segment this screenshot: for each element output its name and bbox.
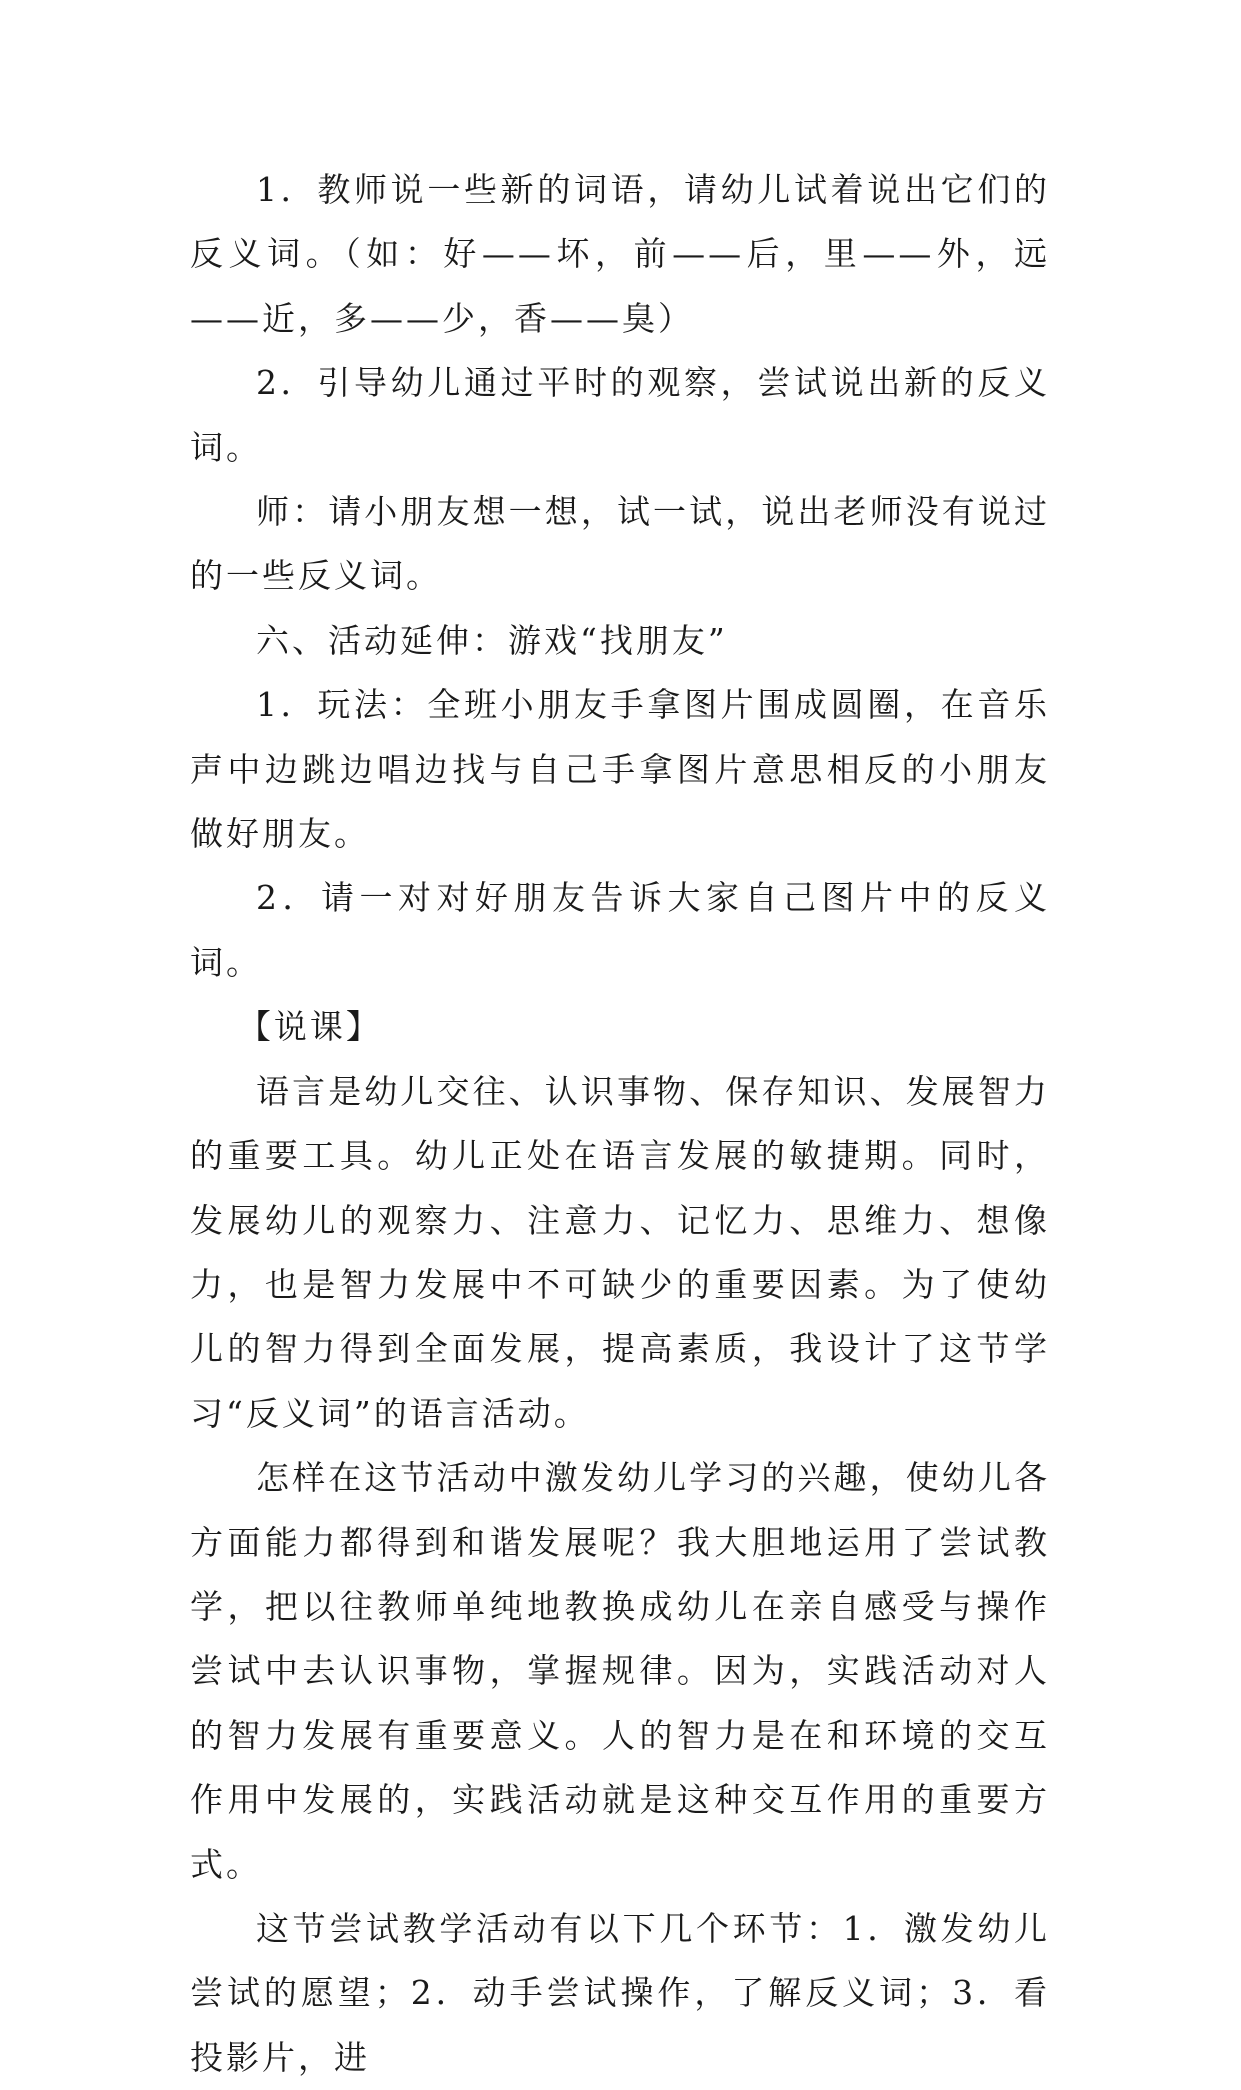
paragraph-teacher-prompt: 师：请小朋友想一想，试一试，说出老师没有说过的一些反义词。 (190, 492, 1050, 596)
paragraph-step-2: 2．引导幼儿通过平时的观察，尝试说出新的反义词。 (190, 363, 1050, 467)
paragraph-game-step-2: 2．请一对对好朋友告诉大家自己图片中的反义词。 (190, 878, 1050, 982)
paragraph-lecture-method: 怎样在这节活动中激发幼儿学习的兴趣，使幼儿各方面能力都得到和谐发展呢？我大胆地运用了尝试教学，把以往教师单纯地教换成幼儿在亲自感受与操作尝试中去认识事物，掌握规律。因为，实践活动对人的智力发展有重要意义。人的智力是在和环境的交互作用中发展的，实践活动就是这种交互作用的重要方式。 (190, 1458, 1050, 1884)
paragraph-lecture-steps: 这节尝试教学活动有以下几个环节：1．激发幼儿尝试的愿望；2．动手尝试操作，了解反义词；3．看投影片，进 (190, 1908, 1050, 2077)
section-heading-lecture: 【说课】 (237, 1007, 382, 1047)
paragraph-lecture-intro: 语言是幼儿交往、认识事物、保存知识、发展智力的重要工具。幼儿正处在语言发展的敏捷期。同时，发展幼儿的观察力、注意力、记忆力、思维力、想像力，也是智力发展中不可缺少的重要因素。为了使幼儿的智力得到全面发展，提高素质，我设计了这节学习“反义词”的语言活动。 (190, 1071, 1050, 1433)
document-body (190, 158, 1050, 2090)
section-heading-extension: 六、活动延伸：游戏“找朋友” (256, 620, 728, 660)
paragraph-game-rules: 1．玩法：全班小朋友手拿图片围成圆圈，在音乐声中边跳边唱边找与自己手拿图片意思相反的小朋友做好朋友。 (190, 685, 1050, 854)
paragraph-step-1: 1．教师说一些新的词语，请幼儿试着说出它们的反义词。（如：好——坏，前——后，里——外，远——近，多——少，香——臭） (190, 170, 1050, 338)
